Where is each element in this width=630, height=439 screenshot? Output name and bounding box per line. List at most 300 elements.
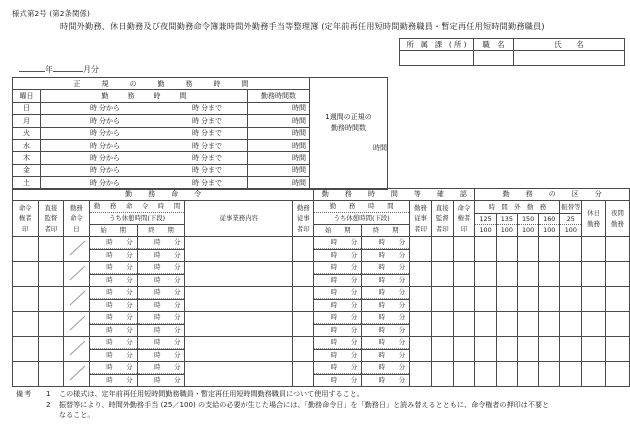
cell-night-work[interactable] <box>606 362 630 387</box>
hours-mon[interactable]: 時間 <box>248 115 310 127</box>
confirm-end-hour: 時 <box>378 363 386 371</box>
cell-kantoku-seal[interactable] <box>38 337 64 362</box>
confirm-end-break-min: 分 <box>398 276 406 284</box>
owner-header-position: 職 名 <box>474 39 514 51</box>
order-end-break-hour: 時 <box>154 376 161 384</box>
cell-confirm-kantoku-seal[interactable] <box>431 362 453 387</box>
cell-confirm-end[interactable] <box>362 362 410 375</box>
header-confirm-kenja-seal-l3: 印 <box>460 224 468 233</box>
cell-rate-135[interactable] <box>496 262 517 287</box>
cell-order-end[interactable] <box>137 312 185 325</box>
confirm-start-break-min: 分 <box>350 251 358 259</box>
cell-rate-25[interactable] <box>560 287 582 312</box>
cell-kantoku-seal[interactable] <box>38 362 64 387</box>
cell-order-start[interactable] <box>89 312 137 325</box>
cell-night-work[interactable] <box>606 337 630 362</box>
worktime-sun[interactable] <box>41 102 248 114</box>
cell-confirm-start-break[interactable] <box>314 300 362 312</box>
confirm-start-break-min: 分 <box>350 326 358 334</box>
order-start-break-min: 分 <box>126 351 133 359</box>
weekday-thu: 木 <box>13 152 41 164</box>
rate-125-num: 125 <box>475 214 495 225</box>
cell-order-date[interactable] <box>64 362 90 387</box>
order-start-break-hour: 時 <box>106 376 113 384</box>
sat-start-hour: 時 <box>90 178 97 187</box>
cell-order-end-break[interactable] <box>137 325 185 337</box>
worktime-tue[interactable] <box>41 127 248 139</box>
order-start-break-min: 分 <box>126 376 133 384</box>
confirm-end-break-hour: 時 <box>378 326 386 334</box>
cell-confirm-start[interactable] <box>314 262 362 275</box>
cell-confirm-start-break[interactable] <box>314 350 362 362</box>
cell-kenja-seal[interactable] <box>13 287 39 312</box>
header-confirm-worker-seal-l1: 勤務 <box>414 203 427 212</box>
cell-order-date[interactable] <box>64 262 90 287</box>
sun-start-min: 分から <box>99 104 120 113</box>
order-end-min: 分 <box>174 338 181 346</box>
cell-confirm-start[interactable] <box>314 287 362 300</box>
header-confirm-time <box>314 201 410 237</box>
cell-order-start-break[interactable] <box>89 350 137 362</box>
cell-kantoku-seal[interactable] <box>38 262 64 287</box>
thu-start-hour: 時 <box>90 154 97 163</box>
cell-rate-125[interactable] <box>475 312 496 337</box>
cell-rate-150[interactable] <box>517 262 538 287</box>
confirm-end-hour: 時 <box>378 263 386 271</box>
cell-rate-25[interactable] <box>560 362 582 387</box>
cell-rate-160[interactable] <box>539 362 560 387</box>
cell-rate-160[interactable] <box>539 312 560 337</box>
fri-start-hour: 時 <box>90 166 97 175</box>
cell-order-start[interactable] <box>89 362 137 375</box>
order-start-hour: 時 <box>106 363 113 371</box>
confirm-start-min: 分 <box>350 313 358 321</box>
cell-order-end[interactable] <box>137 262 185 275</box>
cell-confirm-kenja-seal[interactable] <box>453 262 475 287</box>
cell-order-end-break[interactable] <box>137 300 185 312</box>
owner-header-name: 氏 名 <box>514 39 625 51</box>
header-worker-seal-l2: 従事 <box>296 214 310 223</box>
header-order-time-title: 勤 務 命 令 時 間 <box>90 201 185 213</box>
confirm-end-min: 分 <box>398 363 406 371</box>
cell-confirm-end[interactable] <box>362 287 410 300</box>
sun-end-hour: 時 <box>192 104 199 113</box>
cell-confirm-worker-seal[interactable] <box>410 237 432 262</box>
order-start-break-hour: 時 <box>106 276 113 284</box>
order-start-break-min: 分 <box>126 251 133 259</box>
confirm-start-hour: 時 <box>330 238 338 246</box>
order-end-hour: 時 <box>154 338 161 346</box>
cell-confirm-end-break[interactable] <box>362 300 410 312</box>
weekday-sat: 土 <box>13 177 41 189</box>
order-end-hour: 時 <box>154 313 161 321</box>
header-kantoku-seal <box>38 201 64 237</box>
year-label: 年 <box>45 65 53 74</box>
order-start-break-min: 分 <box>126 276 133 284</box>
rate-25-num: 25 <box>560 214 581 225</box>
cell-confirm-kantoku-seal[interactable] <box>431 312 453 337</box>
cell-rate-135[interactable] <box>496 362 517 387</box>
cell-kenja-seal[interactable] <box>13 312 39 337</box>
cell-confirm-start-break[interactable] <box>314 250 362 262</box>
regular-col-weekday: 曜日 <box>13 90 41 102</box>
cell-kenja-seal[interactable] <box>13 237 39 262</box>
week-summary-line3: 時間 <box>373 144 387 153</box>
table-row <box>13 362 630 375</box>
order-start-break-hour: 時 <box>106 326 113 334</box>
cell-order-end-break[interactable] <box>137 375 185 387</box>
cell-confirm-worker-seal[interactable] <box>410 312 432 337</box>
cell-kenja-seal[interactable] <box>13 362 39 387</box>
confirm-start-min: 分 <box>350 238 358 246</box>
confirm-end-break-min: 分 <box>398 251 406 259</box>
confirm-end-break-hour: 時 <box>378 251 386 259</box>
rate-160-num: 160 <box>539 214 559 225</box>
main-group-row <box>13 189 630 201</box>
remarks-item-2-number: 2 <box>46 399 51 409</box>
remarks-section <box>16 389 549 421</box>
hours-wed[interactable]: 時間 <box>248 139 310 151</box>
cell-kantoku-seal[interactable] <box>38 287 64 312</box>
confirm-start-min: 分 <box>350 338 358 346</box>
order-start-break-min: 分 <box>126 326 133 334</box>
cell-order-date[interactable] <box>64 287 90 312</box>
diagonal-slash-icon <box>69 340 86 356</box>
cell-rate-160[interactable] <box>539 337 560 362</box>
worktime-wed[interactable] <box>41 139 248 151</box>
confirm-end-min: 分 <box>398 338 406 346</box>
cell-order-end-break[interactable] <box>137 250 185 262</box>
cell-worker-seal[interactable] <box>293 262 314 287</box>
main-header-row <box>13 201 630 237</box>
cell-kantoku-seal[interactable] <box>38 312 64 337</box>
confirm-end-min: 分 <box>398 263 406 271</box>
rate-135-den: 100 <box>500 225 513 234</box>
cell-order-end[interactable] <box>137 287 185 300</box>
rate-cell-160 <box>539 214 559 236</box>
header-holiday-work-l1: 休日 <box>587 209 600 217</box>
tue-end-hour: 時 <box>192 129 199 138</box>
header-confirm-worker-seal-l2: 従事 <box>414 214 427 223</box>
confirm-end-break-min: 分 <box>398 301 406 309</box>
header-kantoku-seal-l3: 者印 <box>44 224 58 233</box>
fri-start-min: 分から <box>99 166 120 175</box>
cell-order-start-break[interactable] <box>89 275 137 287</box>
header-kenja-seal <box>13 201 39 237</box>
header-order-start: 始 期 <box>90 225 138 236</box>
cell-rate-160[interactable] <box>539 237 560 262</box>
cell-confirm-end[interactable] <box>362 262 410 275</box>
cell-confirm-end[interactable] <box>362 237 410 250</box>
remarks-item-2-text: 振替等により、時間外勤務手当 (25／100) の支給の必要が生じた場合には、「勤務命令日」を「勤務日」と読み替えるとともに、命令権者の押印は不要と <box>59 399 550 409</box>
cell-confirm-end-break[interactable] <box>362 350 410 362</box>
cell-order-start-break[interactable] <box>89 325 137 337</box>
diagonal-slash-icon <box>69 315 86 331</box>
cell-order-date[interactable] <box>64 312 90 337</box>
cell-rate-150[interactable] <box>517 362 538 387</box>
weekday-sun: 日 <box>13 102 41 114</box>
mon-start-min: 分から <box>99 116 120 125</box>
cell-order-start[interactable] <box>89 262 137 275</box>
header-holiday-work-l2: 勤務 <box>587 219 600 228</box>
cell-night-work[interactable] <box>606 262 630 287</box>
confirm-end-break-hour: 時 <box>378 351 386 359</box>
document-title: 時間外勤務、休日勤務及び夜間勤務命令簿兼時間外勤務手当等整理簿 (定年前再任用短時間勤務職員・暫定再任用短時間勤務職員) <box>60 21 545 31</box>
fri-end-hour: 時 <box>192 166 199 175</box>
cell-confirm-end[interactable] <box>362 312 410 325</box>
confirm-end-min: 分 <box>398 288 406 296</box>
sat-end-min: 分まで <box>201 178 222 187</box>
cell-night-work[interactable] <box>606 287 630 312</box>
cell-holiday-work[interactable] <box>582 237 606 262</box>
cell-order-end[interactable] <box>137 362 185 375</box>
confirm-start-min: 分 <box>350 363 358 371</box>
cell-rate-150[interactable] <box>517 287 538 312</box>
confirm-start-break-min: 分 <box>350 276 358 284</box>
header-kenja-seal-l3: 印 <box>22 224 29 233</box>
cell-rate-125[interactable] <box>475 287 496 312</box>
header-confirm-worker-seal-l3: 者印 <box>414 224 427 233</box>
cell-rate-125[interactable] <box>475 337 496 362</box>
header-confirm-kantoku-seal <box>431 201 453 237</box>
cell-confirm-kenja-seal[interactable] <box>453 337 475 362</box>
confirm-end-hour: 時 <box>378 288 386 296</box>
order-start-hour: 時 <box>106 338 113 346</box>
cell-confirm-start-break[interactable] <box>314 275 362 287</box>
cell-order-start-break[interactable] <box>89 300 137 312</box>
cell-rate-160[interactable] <box>539 287 560 312</box>
order-start-min: 分 <box>126 363 133 371</box>
tue-start-hour: 時 <box>90 129 97 138</box>
cell-confirm-kantoku-seal[interactable] <box>431 262 453 287</box>
worktime-fri[interactable] <box>41 164 248 176</box>
order-end-break-min: 分 <box>174 376 181 384</box>
worktime-thu[interactable] <box>41 152 248 164</box>
week-summary-line1: 1週間の正規の <box>325 112 372 121</box>
cell-confirm-kantoku-seal[interactable] <box>431 337 453 362</box>
cell-rate-135[interactable] <box>496 287 517 312</box>
sun-end-min: 分まで <box>201 104 222 113</box>
tue-end-min: 分まで <box>201 129 222 138</box>
order-end-hour: 時 <box>154 238 161 246</box>
cell-rate-125[interactable] <box>475 262 496 287</box>
header-confirm-end: 終 期 <box>372 226 399 234</box>
cell-order-end[interactable] <box>137 237 185 250</box>
confirm-start-break-hour: 時 <box>330 251 338 259</box>
cell-confirm-worker-seal[interactable] <box>410 287 432 312</box>
month-input[interactable] <box>53 62 83 72</box>
header-order-date-l2: 命令 <box>70 214 83 223</box>
cell-rate-150[interactable] <box>517 237 538 262</box>
cell-confirm-worker-seal[interactable] <box>410 262 432 287</box>
owner-input-department[interactable] <box>400 51 474 66</box>
cell-confirm-end[interactable] <box>362 337 410 350</box>
cell-confirm-end-break[interactable] <box>362 250 410 262</box>
cell-order-end-break[interactable] <box>137 350 185 362</box>
year-input[interactable] <box>19 62 45 72</box>
cell-night-work[interactable] <box>606 237 630 262</box>
cell-order-date[interactable] <box>64 237 90 262</box>
cell-confirm-kantoku-seal[interactable] <box>431 237 453 262</box>
weekday-mon: 月 <box>13 115 41 127</box>
regular-hours-group-title: 正 規 の 勤 務 時 間 <box>13 78 310 90</box>
cell-order-start[interactable] <box>89 337 137 350</box>
confirm-end-break-min: 分 <box>398 326 406 334</box>
order-end-hour: 時 <box>154 363 161 371</box>
rate-cell-135 <box>497 214 518 236</box>
cell-order-start-break[interactable] <box>89 375 137 387</box>
fri-end-min: 分まで <box>201 166 222 175</box>
header-kenja-seal-l2: 権者 <box>18 214 32 223</box>
cell-task-content[interactable] <box>185 262 293 287</box>
cell-confirm-start[interactable] <box>314 362 362 375</box>
rate-125-den: 100 <box>479 225 492 234</box>
hours-thu[interactable]: 時間 <box>248 152 310 164</box>
cell-order-date[interactable] <box>64 337 90 362</box>
cell-confirm-worker-seal[interactable] <box>410 337 432 362</box>
header-kantoku-seal-l2: 監督 <box>44 214 58 223</box>
cell-holiday-work[interactable] <box>582 262 606 287</box>
cell-worker-seal[interactable] <box>293 287 314 312</box>
sat-end-hour: 時 <box>192 178 199 187</box>
cell-night-work[interactable] <box>606 312 630 337</box>
cell-task-content[interactable] <box>185 362 293 387</box>
remarks-items <box>46 389 549 421</box>
cell-kenja-seal[interactable] <box>13 337 39 362</box>
year-month-line <box>19 62 99 75</box>
cell-rate-150[interactable] <box>517 312 538 337</box>
order-start-min: 分 <box>126 238 133 246</box>
cell-confirm-end-break[interactable] <box>362 275 410 287</box>
order-end-min: 分 <box>174 238 181 246</box>
order-start-break-min: 分 <box>126 301 133 309</box>
header-order-date <box>64 201 90 237</box>
cell-confirm-kenja-seal[interactable] <box>453 287 475 312</box>
owner-input-name[interactable] <box>514 51 625 66</box>
hours-tue[interactable]: 時間 <box>248 127 310 139</box>
header-furikae <box>560 201 582 237</box>
remarks-item-1-text: この様式は、定年前再任用短時間勤務職員・暫定再任用短時間勤務職員について使用すること。 <box>59 389 364 398</box>
order-end-min: 分 <box>174 363 181 371</box>
cell-kantoku-seal[interactable] <box>38 237 64 262</box>
cell-order-start-break[interactable] <box>89 250 137 262</box>
cell-rate-25[interactable] <box>560 337 582 362</box>
cell-rate-135[interactable] <box>496 312 517 337</box>
order-end-min: 分 <box>174 288 181 296</box>
cell-kenja-seal[interactable] <box>13 262 39 287</box>
cell-worker-seal[interactable] <box>293 337 314 362</box>
cell-confirm-kenja-seal[interactable] <box>453 237 475 262</box>
confirm-start-hour: 時 <box>330 263 338 271</box>
regular-col-hours: 勤務時間数 <box>248 90 310 102</box>
cell-order-start[interactable] <box>89 287 137 300</box>
order-start-hour: 時 <box>106 288 113 296</box>
cell-rate-160[interactable] <box>539 262 560 287</box>
cell-rate-135[interactable] <box>496 237 517 262</box>
cell-holiday-work[interactable] <box>582 362 606 387</box>
header-order-date-l1: 勤務 <box>70 203 83 212</box>
confirm-start-min: 分 <box>350 263 358 271</box>
wed-start-min: 分から <box>99 141 120 150</box>
hours-sat[interactable]: 時間 <box>248 177 310 189</box>
cell-confirm-start[interactable] <box>314 237 362 250</box>
order-end-hour: 時 <box>154 288 161 296</box>
thu-start-min: 分から <box>99 154 120 163</box>
cell-task-content[interactable] <box>185 287 293 312</box>
cell-confirm-start[interactable] <box>314 337 362 350</box>
cell-rate-25[interactable] <box>560 237 582 262</box>
confirm-start-break-hour: 時 <box>330 276 338 284</box>
confirm-start-break-hour: 時 <box>330 376 338 384</box>
header-night-work-l2: 勤務 <box>611 219 624 228</box>
confirm-end-break-hour: 時 <box>378 376 386 384</box>
cell-confirm-start-break[interactable] <box>314 375 362 387</box>
cell-worker-seal[interactable] <box>293 237 314 262</box>
confirm-end-min: 分 <box>398 238 406 246</box>
cell-worker-seal[interactable] <box>293 362 314 387</box>
weekday-tue: 火 <box>13 127 41 139</box>
cell-rate-25[interactable] <box>560 312 582 337</box>
table-row <box>13 337 630 350</box>
cell-task-content[interactable] <box>185 312 293 337</box>
mon-end-hour: 時 <box>192 116 199 125</box>
cell-confirm-end-break[interactable] <box>362 375 410 387</box>
cell-rate-125[interactable] <box>475 362 496 387</box>
confirm-end-break-hour: 時 <box>378 301 386 309</box>
cell-confirm-end-break[interactable] <box>362 325 410 337</box>
cell-confirm-kenja-seal[interactable] <box>453 362 475 387</box>
cell-worker-seal[interactable] <box>293 312 314 337</box>
thu-end-min: 分まで <box>201 154 222 163</box>
header-confirm-kenja-seal-l1: 命令 <box>457 203 471 212</box>
header-holiday-work <box>582 201 606 237</box>
cell-holiday-work[interactable] <box>582 337 606 362</box>
confirm-end-hour: 時 <box>378 338 386 346</box>
order-start-break-hour: 時 <box>106 301 113 309</box>
order-end-min: 分 <box>174 263 181 271</box>
cell-holiday-work[interactable] <box>582 287 606 312</box>
cell-task-content[interactable] <box>185 237 293 262</box>
cell-task-content[interactable] <box>185 337 293 362</box>
cell-rate-150[interactable] <box>517 337 538 362</box>
regular-group-row <box>13 78 388 90</box>
cell-order-end-break[interactable] <box>137 275 185 287</box>
order-end-break-min: 分 <box>174 326 181 334</box>
cell-holiday-work[interactable] <box>582 312 606 337</box>
cell-order-end[interactable] <box>137 337 185 350</box>
cell-rate-125[interactable] <box>475 237 496 262</box>
cell-confirm-kenja-seal[interactable] <box>453 312 475 337</box>
group-work-category: 勤 務 の 区 分 <box>475 189 630 201</box>
worktime-mon[interactable] <box>41 115 248 127</box>
owner-input-position[interactable] <box>474 51 514 66</box>
hours-fri[interactable]: 時間 <box>248 164 310 176</box>
header-confirm-worker-seal <box>410 201 432 237</box>
remarks-item-1-number: 1 <box>46 389 51 398</box>
cell-rate-25[interactable] <box>560 262 582 287</box>
cell-order-start[interactable] <box>89 237 137 250</box>
group-work-order: 勤 務 命 令 <box>13 189 314 201</box>
header-confirm-kantoku-seal-l2: 監督 <box>435 214 449 223</box>
cell-confirm-start[interactable] <box>314 312 362 325</box>
cell-confirm-worker-seal[interactable] <box>410 362 432 387</box>
hours-sun[interactable]: 時間 <box>248 102 310 114</box>
remarks-item-2 <box>46 400 549 411</box>
cell-confirm-start-break[interactable] <box>314 325 362 337</box>
header-kenja-seal-l1: 命令 <box>18 203 32 212</box>
cell-confirm-kantoku-seal[interactable] <box>431 287 453 312</box>
cell-rate-135[interactable] <box>496 337 517 362</box>
